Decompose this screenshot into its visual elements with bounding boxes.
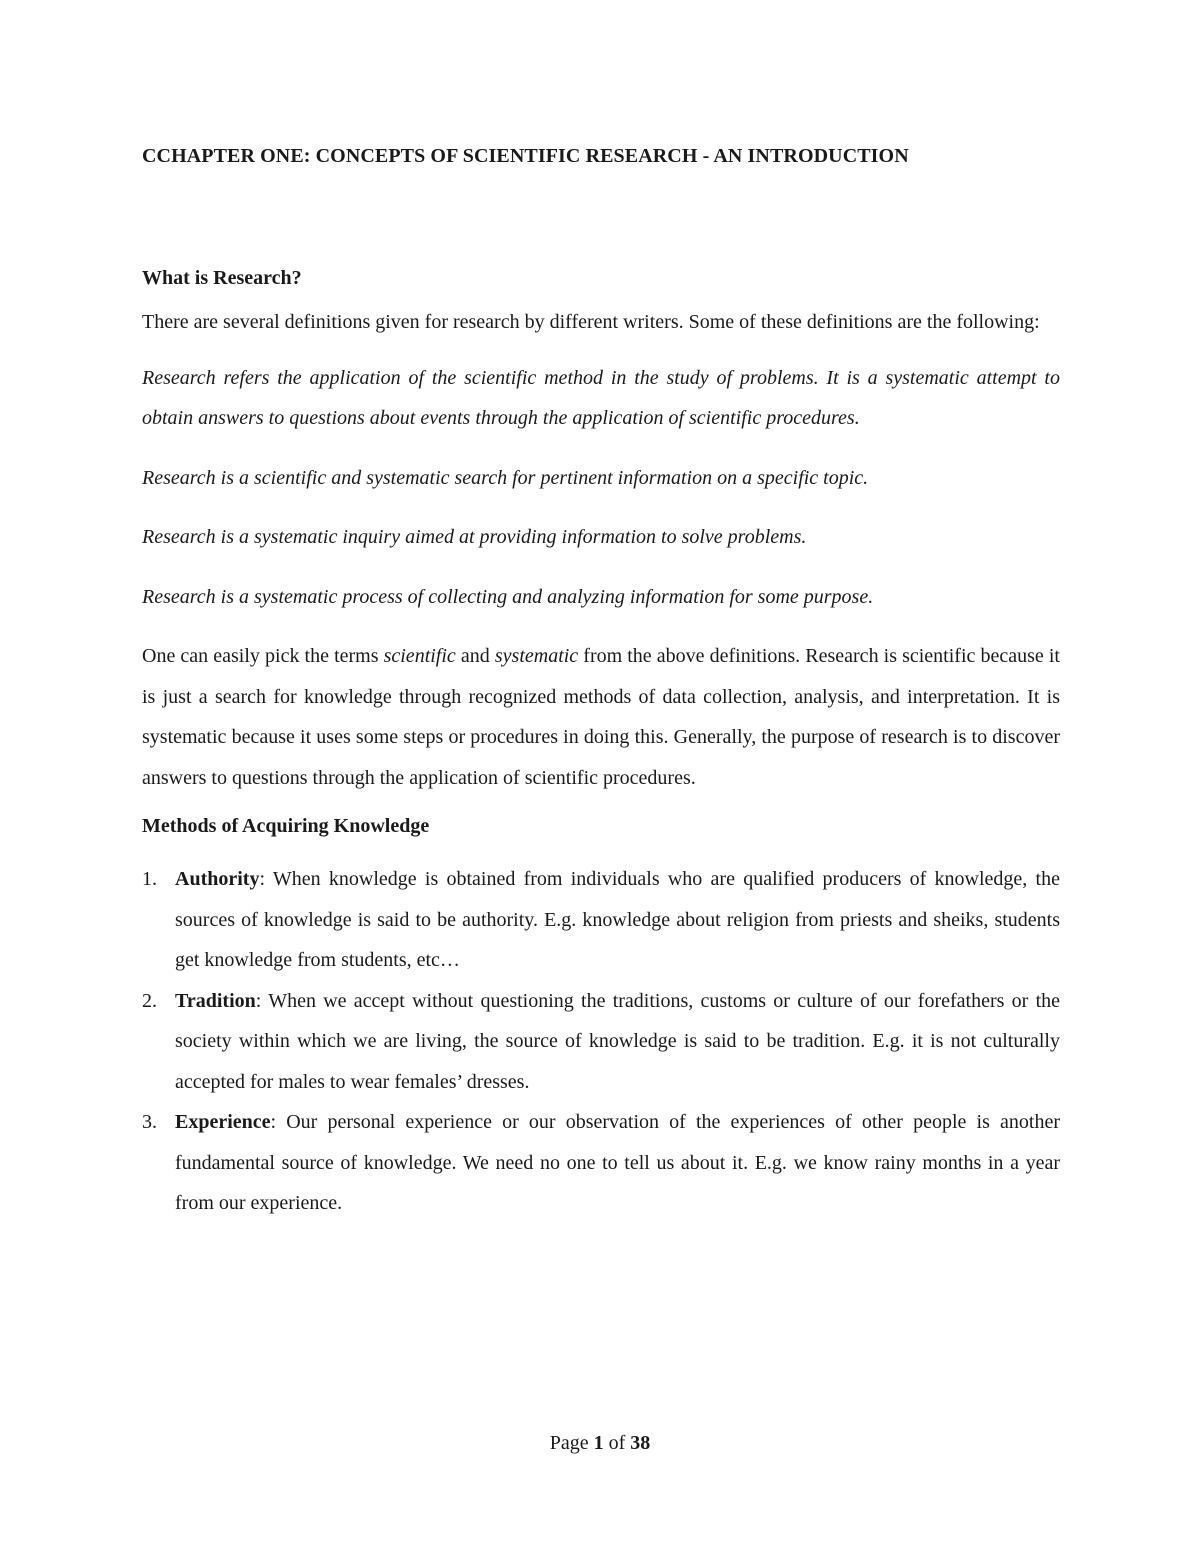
list-item-term: Experience: [175, 1111, 271, 1133]
list-item-number: 2.: [142, 989, 157, 1012]
definition-paragraph: Research is a scientific and systematic search for pertinent information on a specific topic.: [142, 466, 869, 489]
summary-text: from the above definitions. Research is scientific because it is just a search for knowledge through recognized methods of data collection, analysis, and interpretation. It is systematic because it uses some steps or procedures in doing this. Generally, the purpose of research is to discover answers to questions through the application of scientific procedures.: [142, 645, 1060, 789]
definition-paragraph: Research is a systematic process of collecting and analyzing information for some purpose.: [142, 585, 874, 608]
page-footer: [0, 1428, 1200, 1458]
summary-term-scientific: scientific: [383, 645, 456, 667]
section-heading-methods: Methods of Acquiring Knowledge: [142, 815, 430, 837]
definition-paragraph: Research is a systematic inquiry aimed at providing information to solve problems.: [142, 526, 807, 548]
summary-text: One can easily pick the terms: [142, 645, 384, 667]
of-label: of: [603, 1432, 631, 1454]
intro-paragraph: There are several definitions given for research by different writers. Some of these definitions are the following:: [142, 311, 1040, 333]
total-pages: 38: [630, 1432, 651, 1454]
page-number: 1: [593, 1432, 604, 1454]
list-item-text: : When knowledge is obtained from individuals who are qualified producers of knowledge, the sources of knowledge is said to be authority. E.g. knowledge about religion from priests and sheiks, students get knowledge from students, etc…: [175, 868, 1060, 971]
section-heading-what-is-research: What is Research?: [142, 267, 302, 289]
definition-paragraph: Research refers the application of the scientific method in the study of problems. It is a systematic attempt to obtain answers to questions about events through the application of scientific procedures.: [142, 366, 1060, 429]
summary-term-systematic: systematic: [494, 645, 579, 667]
list-item-text: : When we accept without questioning the traditions, customs or culture of our forefathers or the society within which we are living, the source of knowledge is said to be tradition. E.g. it is not culturally accepted for males to wear females’ dresses.: [175, 989, 1060, 1093]
list-item: [142, 981, 1060, 1103]
methods-list: [142, 859, 1060, 1224]
list-item: [142, 859, 1060, 981]
list-item-number: 1.: [142, 868, 157, 890]
list-item-number: 3.: [142, 1111, 157, 1133]
chapter-title: CCHAPTER ONE: CONCEPTS OF SCIENTIFIC RESEARCH - AN INTRODUCTION: [142, 145, 909, 167]
summary-text: and: [455, 645, 495, 667]
list-item-term: Tradition: [175, 989, 256, 1012]
list-item-text: : Our personal experience or our observation of the experiences of other people is another fundamental source of knowledge. We need no one to tell us about it. E.g. we know rainy months in a year from our experience.: [175, 1111, 1060, 1214]
list-item-term: Authority: [175, 868, 260, 890]
page-label: Page: [549, 1432, 594, 1454]
page-content: [142, 140, 1060, 1224]
summary-paragraph: [142, 636, 1060, 798]
list-item: [142, 1102, 1060, 1224]
